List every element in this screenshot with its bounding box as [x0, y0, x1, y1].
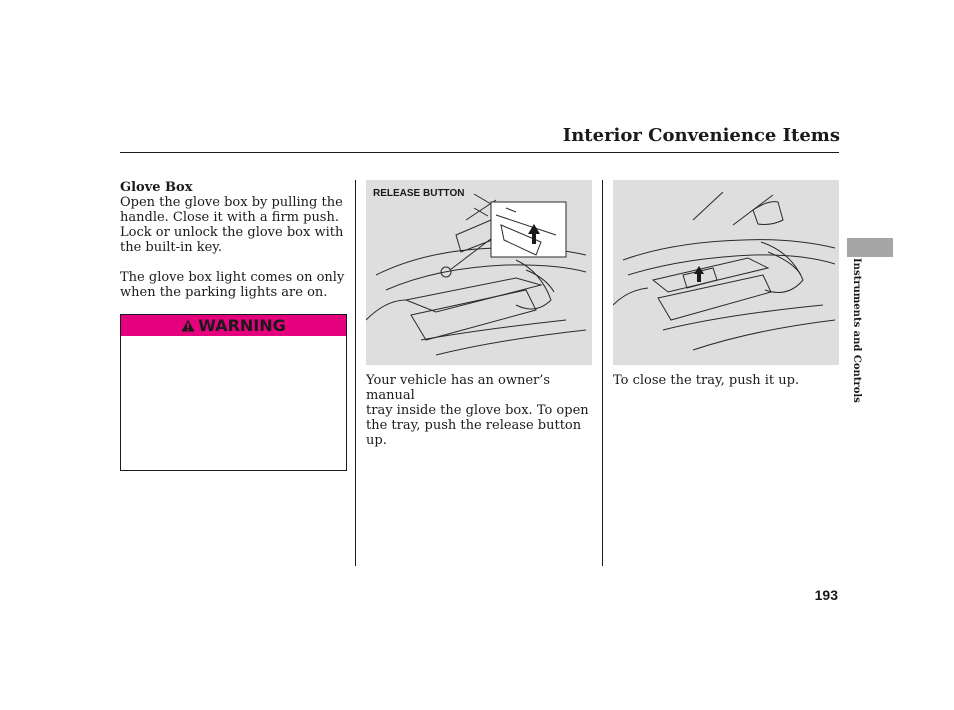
glove-box-tray-drawing — [613, 180, 839, 365]
release-button-illustration — [366, 180, 592, 365]
owners-manual-tray-caption — [366, 373, 596, 448]
warning-label: WARNING — [198, 316, 286, 335]
glove-box-paragraph-1 — [120, 195, 350, 255]
glove-box-paragraph-2 — [120, 270, 350, 300]
text-line: Lock or unlock the glove box with — [120, 225, 344, 240]
text-line: when the parking lights are on. — [120, 285, 328, 300]
release-button-callout: RELEASE BUTTON — [373, 188, 465, 199]
text-line: handle. Close it with a firm push. — [120, 210, 339, 225]
text-line: tray inside the glove box. To open — [366, 403, 589, 418]
page-number: 193 — [814, 587, 838, 603]
page-title: Interior Convenience Items — [562, 125, 840, 146]
warning-triangle-icon — [181, 319, 195, 332]
text-line: The glove box light comes on only — [120, 270, 345, 285]
text-line: Open the glove box by pulling the — [120, 195, 343, 210]
section-tab — [847, 238, 893, 257]
text-line: Your vehicle has an owner’s manual — [366, 373, 551, 403]
glove-box-drawing — [366, 180, 592, 365]
header-rule — [120, 152, 839, 153]
text-line: the tray, push the release button up. — [366, 418, 582, 448]
warning-box — [120, 314, 347, 471]
text-line: To close the tray, push it up. — [613, 373, 800, 388]
close-tray-illustration — [613, 180, 839, 365]
text-line: the built-in key. — [120, 240, 223, 255]
warning-header — [121, 315, 346, 336]
close-tray-caption — [613, 373, 843, 388]
column-divider — [602, 180, 603, 566]
section-heading: Glove Box — [120, 180, 193, 195]
column-divider — [355, 180, 356, 566]
section-tab-label: Instruments and Controls — [851, 258, 862, 403]
glove-box-section — [120, 180, 350, 300]
